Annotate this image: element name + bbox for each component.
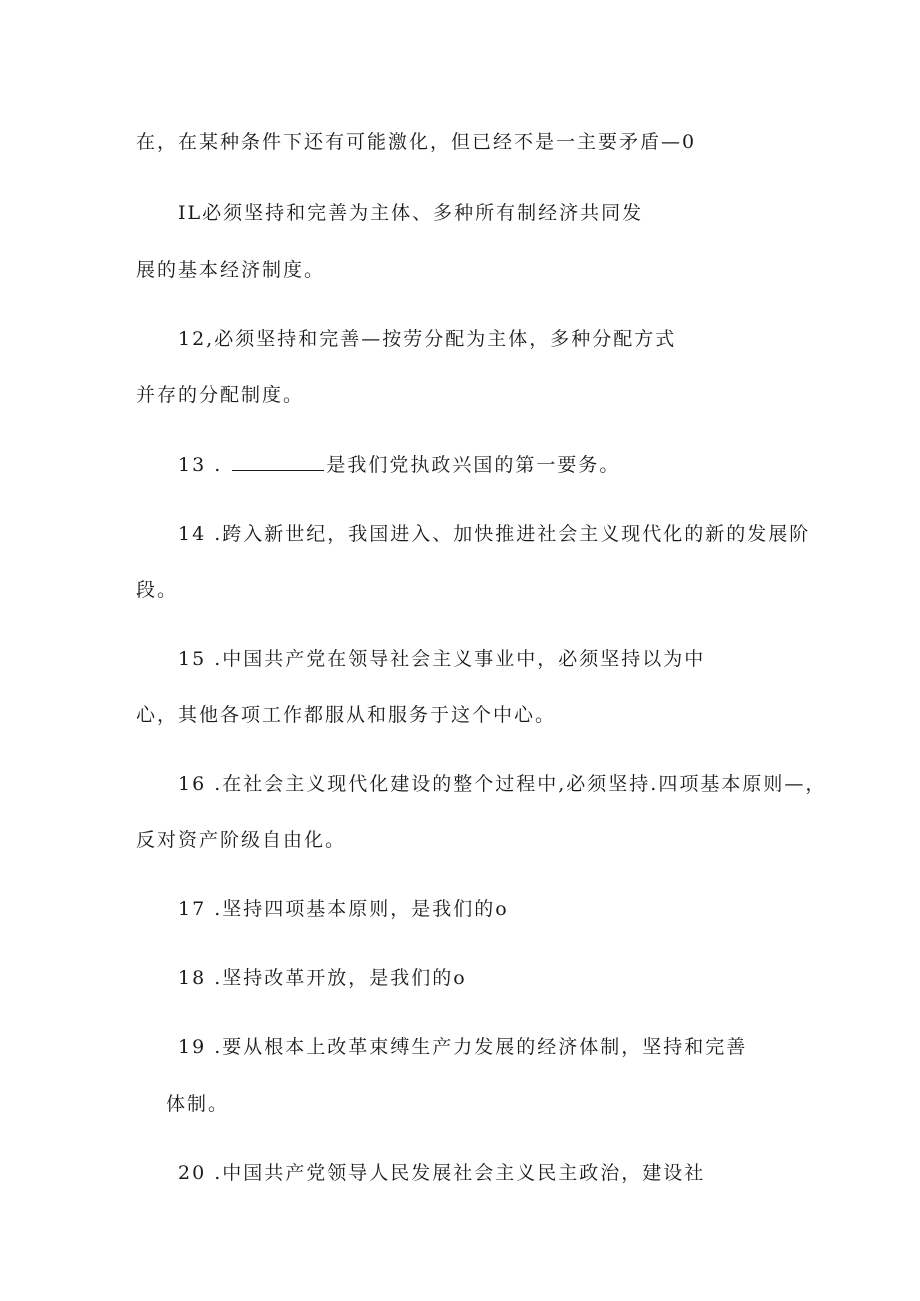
text-line: 并存的分配制度。: [136, 384, 305, 406]
text-line: 12,必须坚持和完善—按劳分配为主体，多种分配方式: [178, 328, 677, 350]
text-line: 展的基本经济制度。: [136, 259, 326, 281]
question-number: 13 .: [178, 454, 223, 476]
text-line: 心，其他各项工作都服从和服务于这个中心。: [136, 704, 557, 726]
text-line: 在，在某种条件下还有可能激化，但已经不是一主要矛盾—0: [136, 131, 697, 153]
text-line: 19 .要从根本上改革束缚生产力发展的经济体制，坚持和完善: [178, 1036, 748, 1058]
text-line: 段。: [136, 579, 179, 601]
text-line: 16 .在社会主义现代化建设的整个过程中,必须坚持.四项基本原则—，: [178, 773, 827, 795]
text-line: 20 .中国共产党领导人民发展社会主义民主政治，建设社: [178, 1162, 706, 1184]
answer-blank: [232, 454, 324, 471]
text-line: 14 .跨入新世纪，我国进入、加快推进社会主义现代化的新的发展阶: [178, 523, 811, 545]
text-line: IL必须坚持和完善为主体、多种所有制经济共同发: [178, 202, 644, 224]
question-text: 是我们党执政兴国的第一要务。: [326, 454, 621, 476]
text-line: 18 .坚持改革开放，是我们的o: [178, 967, 467, 989]
text-line: 体制。: [166, 1093, 230, 1115]
fill-in-question: [178, 453, 620, 477]
text-line: 15 .中国共产党在领导社会主义事业中，必须坚持以为中: [178, 648, 706, 670]
text-line: 17 .坚持四项基本原则，是我们的o: [178, 898, 509, 920]
text-line: 反对资产阶级自由化。: [136, 829, 347, 851]
